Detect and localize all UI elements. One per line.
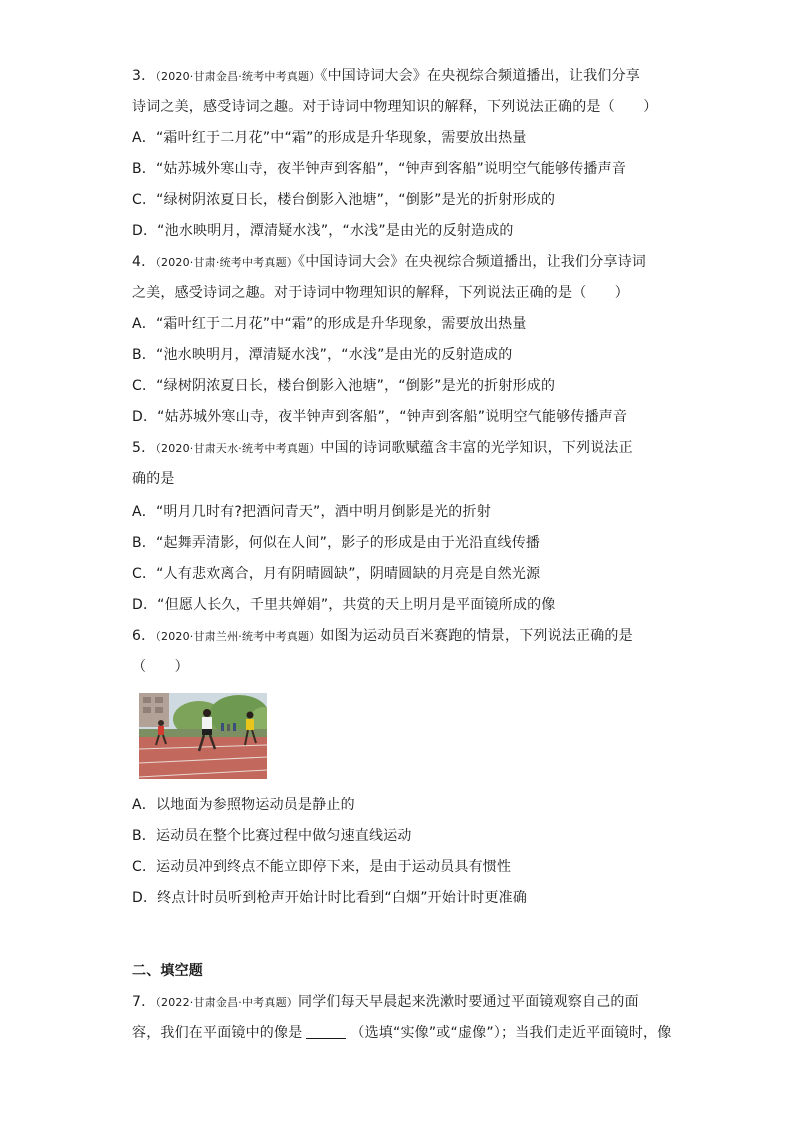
q4-option-c: C．“绿树阴浓夏日长，楼台倒影入池塘”，“倒影”是光的折射形成的 (132, 378, 556, 394)
q3-option-a: A．“霜叶红于二月花”中“霜”的形成是升华现象，需要放出热量 (132, 130, 527, 146)
q7-source: （2022·甘肃金昌·中考真题） (155, 996, 298, 1009)
q6-stem-line2: （ ） (132, 659, 189, 675)
q3-option-b: B．“姑苏城外寒山寺，夜半钟声到客船”，“钟声到客船”说明空气能够传播声音 (132, 161, 627, 177)
q5-option-a: A．“明月几时有?把酒问青天”，酒中明月倒影是光的折射 (132, 504, 491, 520)
q3-stem-line2: 诗词之美，感受诗词之趣。对于诗词中物理知识的解释，下列说法正确的是（ ） (132, 99, 658, 115)
q6-source: （2020·甘肃兰州·统考中考真题） (155, 630, 321, 643)
q4-option-d: D．“姑苏城外寒山寺，夜半钟声到客船”，“钟声到客船”说明空气能够传播声音 (132, 409, 628, 425)
q7-stem-line1: 7．（2022·甘肃金昌·中考真题）同学们每天早晨起来洗漱时要通过平面镜观察自己的面 (132, 994, 639, 1010)
q6-option-a: A．以地面为参照物运动员是静止的 (132, 797, 355, 813)
sprint-race-illustration (139, 693, 267, 779)
sprint-race-photo (139, 693, 267, 779)
q3-source: （2020·甘肃金昌·统考中考真题） (155, 70, 321, 83)
q5-stem-line2: 确的是 (132, 471, 175, 487)
q4-source: （2020·甘肃·统考中考真题） (155, 256, 298, 269)
q7-answer-blank[interactable] (306, 1024, 346, 1039)
q6-option-c: C．运动员冲到终点不能立即停下来，是由于运动员具有惯性 (132, 859, 512, 875)
q7-stem-line2: 容，我们在平面镜中的像是 （选填“实像”或“虚像”）；当我们走近平面镜时，像 (132, 1025, 672, 1041)
q6-option-b: B．运动员在整个比赛过程中做匀速直线运动 (132, 828, 412, 844)
section-title-fill-in: 二、填空题 (132, 963, 203, 979)
q4-stem-line1: 4．（2020·甘肃·统考中考真题）《中国诗词大会》在央视综合频道播出，让我们分享诗词 (132, 254, 646, 270)
q5-source: （2020·甘肃天水·统考中考真题） (155, 442, 321, 455)
q3-option-d: D．“池水映明月，潭清疑水浅”，“水浅”是由光的反射造成的 (132, 223, 514, 239)
q4-option-a: A．“霜叶红于二月花”中“霜”的形成是升华现象，需要放出热量 (132, 316, 527, 332)
q5-option-b: B．“起舞弄清影，何似在人间”，影子的形成是由于光沿直线传播 (132, 535, 541, 551)
q4-option-b: B．“池水映明月，潭清疑水浅”，“水浅”是由光的反射造成的 (132, 347, 513, 363)
q6-option-d: D．终点计时员听到枪声开始计时比看到“白烟”开始计时更准确 (132, 890, 528, 906)
q4-stem-line2: 之美，感受诗词之趣。对于诗词中物理知识的解释，下列说法正确的是（ ） (132, 285, 629, 301)
q5-option-c: C．“人有悲欢离合，月有阴晴圆缺”，阴晴圆缺的月亮是自然光源 (132, 566, 541, 582)
q3-option-c: C．“绿树阴浓夏日长，楼台倒影入池塘”，“倒影”是光的折射形成的 (132, 192, 556, 208)
q5-option-d: D．“但愿人长久，千里共婵娟”，共赏的天上明月是平面镜所成的像 (132, 597, 556, 613)
q3-stem-line1: 3．（2020·甘肃金昌·统考中考真题）《中国诗词大会》在央视综合频道播出，让我们分享 (132, 68, 641, 84)
q5-stem-line1: 5．（2020·甘肃天水·统考中考真题）中国的诗词歌赋蕴含丰富的光学知识，下列说法正 (132, 440, 633, 456)
q6-stem-line1: 6．（2020·甘肃兰州·统考中考真题）如图为运动员百米赛跑的情景，下列说法正确的是 (132, 628, 633, 644)
